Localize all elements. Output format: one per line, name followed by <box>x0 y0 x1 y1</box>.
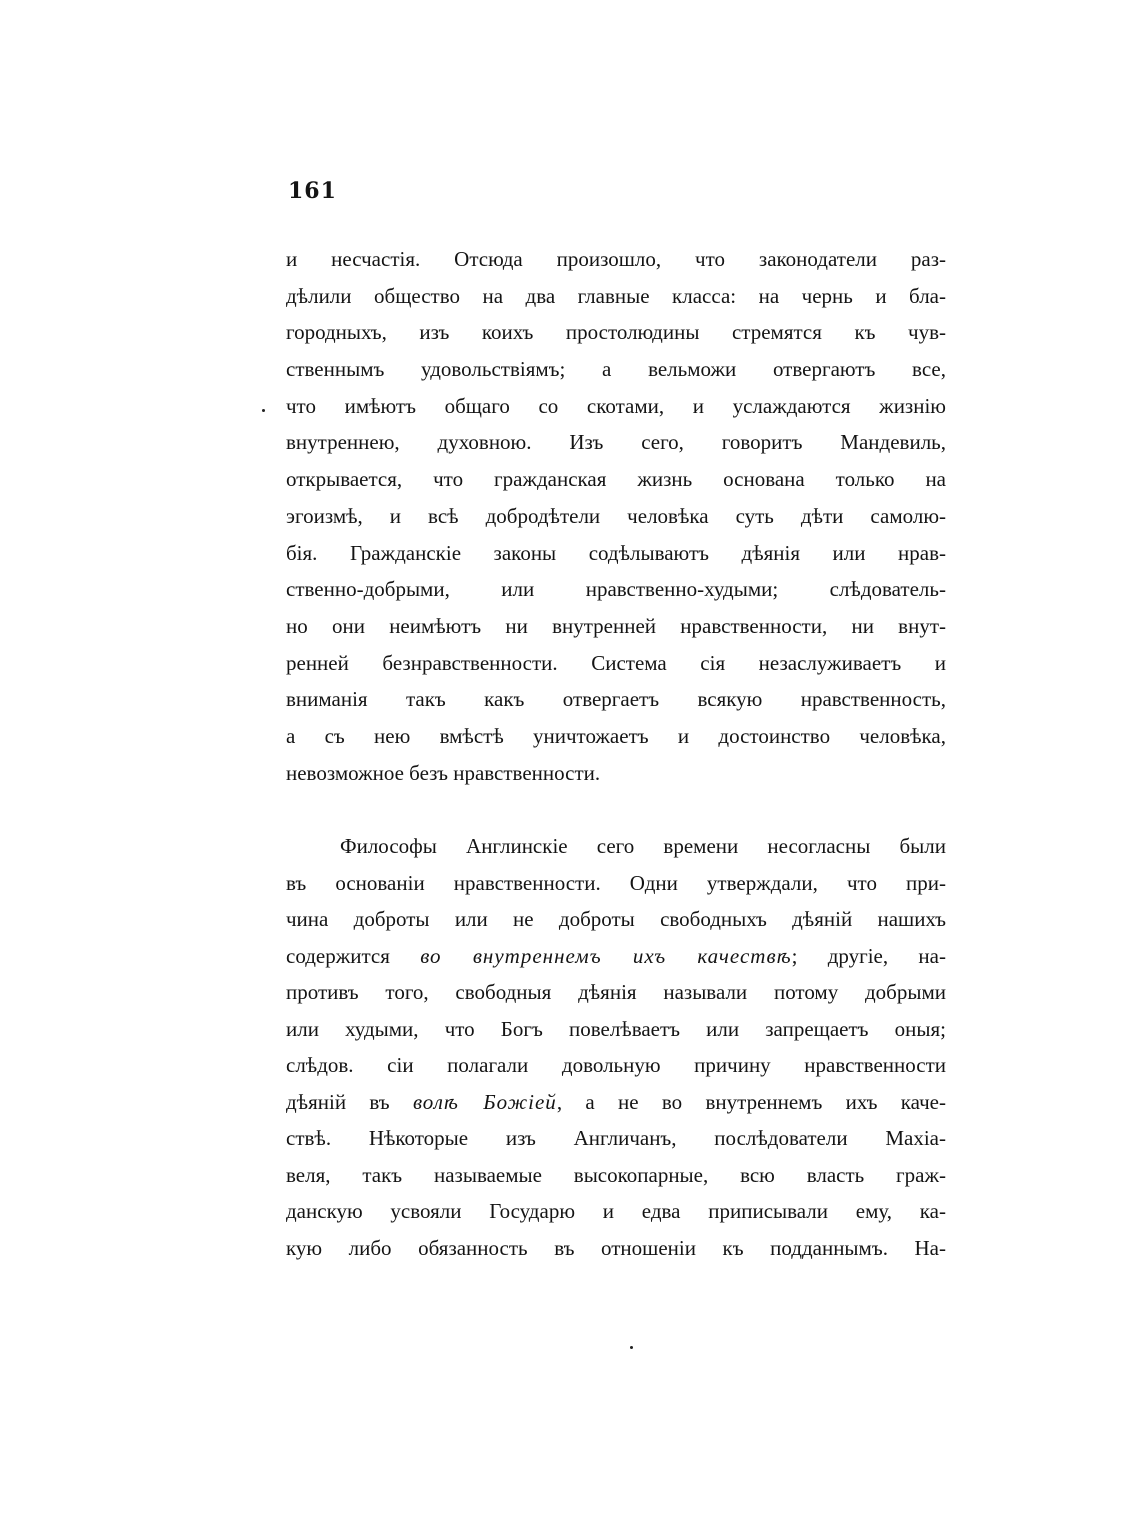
text-line: слѣдов. сіи полагали довольную причину нравственности <box>286 1053 946 1077</box>
text-line: или худыми, что Богъ повелѣваетъ или запрещаетъ оныя; <box>286 1016 946 1041</box>
text-line: данскую усвояли Государю и едва приписывали ему, ка- <box>286 1199 946 1223</box>
text-line: Философы Англинскіе сего времени несогласны были <box>340 834 946 858</box>
text-line: ренней безнравственности. Система сія незаслуживаетъ и <box>286 650 946 675</box>
text-line: а съ нею вмѣстѣ уничтожаетъ и достоинство человѣка, <box>286 723 946 748</box>
text-line: чина доброты или не доброты свободныхъ дѣяній нашихъ <box>286 907 946 931</box>
text-line: эгоизмѣ, и всѣ добродѣтели человѣка суть дѣти самолю- <box>286 503 946 528</box>
text-line: дѣяній въ волѣ Божіей, а не во внутреннемъ ихъ каче- <box>286 1089 947 1114</box>
italic-phrase: во внутреннемъ ихъ качествѣ <box>420 943 792 968</box>
text-line: вниманія такъ какъ отвергаетъ всякую нравственность, <box>286 687 946 712</box>
paragraph-1 <box>286 241 946 791</box>
page-number: 161 <box>288 178 337 204</box>
text-line: что имѣютъ общаго со скотами, и услаждаются жизнію <box>286 393 946 418</box>
italic-phrase: волѣ Божіей <box>412 1089 557 1114</box>
text-line: въ основаніи нравственности. Одни утверждали, что при- <box>286 870 946 895</box>
text-line: и несчастія. Отсюда произошло, что законодатели раз- <box>286 247 946 271</box>
text-line: веля, такъ называемые высокопарные, всю власть граж- <box>286 1162 946 1187</box>
paragraph-2 <box>286 828 946 1266</box>
text-line: противъ того, свободныя дѣянія называли потому добрыми <box>286 980 946 1004</box>
text-line: городныхъ, изъ коихъ простолюдины стремятся къ чув- <box>286 320 946 345</box>
text-line: открывается, что гражданская жизнь основана только на <box>286 467 946 492</box>
print-speck <box>630 1346 633 1349</box>
text-line: содержится во внутреннемъ ихъ качествѣ; другіе, на- <box>286 943 946 968</box>
text-line: ственно-добрыми, или нравственно-худыми; слѣдователь- <box>286 577 946 602</box>
text-line: но они неимѣютъ ни внутренней нравственности, ни внут- <box>286 613 946 638</box>
text-line: невозможное безъ нравственности. <box>286 760 601 785</box>
print-speck <box>262 409 265 412</box>
text-line: внутреннею, духовною. Изъ сего, говоритъ Мандевиль, <box>286 430 946 455</box>
text-line: кую либо обязанность въ отношеніи къ подданнымъ. На- <box>286 1235 946 1260</box>
text-line: ственнымъ удовольствіямъ; а вельможи отвергаютъ все, <box>286 357 946 382</box>
text-line: бія. Гражданскіе законы содѣлываютъ дѣянія или нрав- <box>286 540 946 565</box>
text-line: ствѣ. Нѣкоторые изъ Англичанъ, послѣдователи Махіа- <box>286 1126 946 1150</box>
text-line: дѣлили общество на два главные класса: на чернь и бла- <box>286 283 946 308</box>
